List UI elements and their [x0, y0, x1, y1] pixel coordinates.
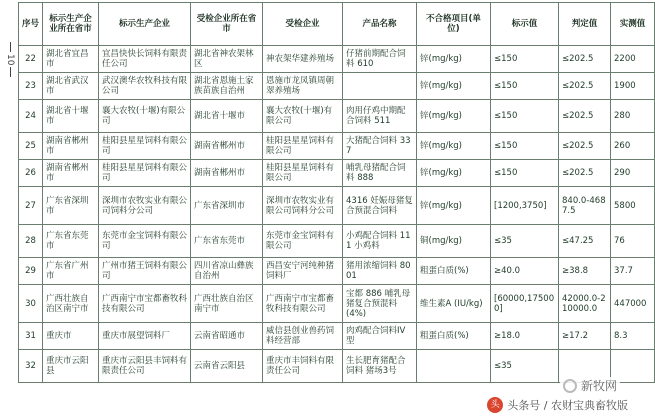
- table-header-row: [19, 3, 655, 46]
- cell-inspected-company: 桂阳县星星饲料有限公司: [263, 160, 343, 187]
- cell-index: 26: [19, 160, 43, 187]
- cell-product-name: 哺乳母猪配合饲料 888: [343, 160, 417, 187]
- page-number: 10: [4, 40, 16, 79]
- cell-failed-item: 锌(mg/kg): [417, 100, 491, 133]
- cell-inspected-province: 云南省云阳县: [191, 350, 263, 383]
- cell-inspected-province: 广东省深圳市: [191, 187, 263, 225]
- cell-producer: 东莞市金宝饲料有限公司: [99, 225, 191, 258]
- header-labeled-value: 标示值: [491, 3, 559, 46]
- cell-product-name: 大猪配合饲料 337: [343, 133, 417, 160]
- inspection-results-table: [18, 2, 655, 383]
- source-watermark-text: 头条号 / 农财宝典畜牧版: [507, 399, 628, 412]
- cell-measured-value: 1900: [611, 73, 655, 100]
- cell-judged-value: ≤202.5: [559, 100, 611, 133]
- cell-failed-item: 铜(mg/kg): [417, 225, 491, 258]
- cell-labeled-value: ≤150: [491, 46, 559, 73]
- table-row: [19, 100, 655, 133]
- header-product-name: 产品名称: [343, 3, 417, 46]
- cell-index: 28: [19, 225, 43, 258]
- cell-index: 23: [19, 73, 43, 100]
- table-row: [19, 187, 655, 225]
- header-producer-province: 标示生产企业所在省市: [43, 3, 99, 46]
- cell-producer: 深圳市农牧实业有限公司饲料分公司: [99, 187, 191, 225]
- cell-producer-province: 广西壮族自治区南宁市: [43, 285, 99, 323]
- badge-watermark: [560, 377, 620, 394]
- cell-index: 30: [19, 285, 43, 323]
- cell-judged-value: 840.0-4687.5: [559, 187, 611, 225]
- table-row: [19, 258, 655, 285]
- cell-failed-item: 锌(mg/kg): [417, 46, 491, 73]
- cell-failed-item: 维生素A (IU/kg): [417, 285, 491, 323]
- cell-producer: 桂阳县星星饲料有限公司: [99, 133, 191, 160]
- cell-producer: 襄大农牧(十堰)有限公司: [99, 100, 191, 133]
- cell-inspected-province: 湖北省恩施土家族苗族自治州: [191, 73, 263, 100]
- cell-producer-province: 广东省东莞市: [43, 225, 99, 258]
- cell-measured-value: 37.7: [611, 258, 655, 285]
- cell-labeled-value: [1200,3750]: [491, 187, 559, 225]
- cell-inspected-province: 湖南省郴州市: [191, 133, 263, 160]
- cell-failed-item: 粗蛋白质(%): [417, 323, 491, 350]
- cell-labeled-value: ≤150: [491, 100, 559, 133]
- cell-inspected-company: 恩施市龙凤镇周朝翠养殖场: [263, 73, 343, 100]
- cell-producer-province: 广东省广州市: [43, 258, 99, 285]
- cell-inspected-company: 重庆市丰饲料有限责任公司: [263, 350, 343, 383]
- cell-producer: 重庆市展望饲料厂: [99, 323, 191, 350]
- cell-measured-value: 5800: [611, 187, 655, 225]
- table-row: [19, 323, 655, 350]
- badge-watermark-text: 新牧网: [580, 379, 617, 393]
- cell-failed-item: 粗蛋白质(%): [417, 258, 491, 285]
- cell-labeled-value: ≤35: [491, 350, 559, 383]
- cell-producer: 广西南宁市宝都畜牧科技有限公司: [99, 285, 191, 323]
- cell-producer-province: 湖南省郴州市: [43, 133, 99, 160]
- cell-producer: 重庆市云阳县丰饲料有限责任公司: [99, 350, 191, 383]
- cell-product-name: [343, 73, 417, 100]
- cell-inspected-province: 四川省凉山彝族自治州: [191, 258, 263, 285]
- table-row: [19, 160, 655, 187]
- cell-producer: 武汉澳华农牧科技有限公司: [99, 73, 191, 100]
- table-row: [19, 285, 655, 323]
- cell-measured-value: 280: [611, 100, 655, 133]
- cell-labeled-value: [60000,175000]: [491, 285, 559, 323]
- cell-inspected-province: 湖北省神农架林区: [191, 46, 263, 73]
- cell-product-name: 肉用仔鸡中期配合饲料 511: [343, 100, 417, 133]
- cell-measured-value: 2200: [611, 46, 655, 73]
- cell-index: 27: [19, 187, 43, 225]
- cell-product-name: 小鸡配合饲料 111 小鸡料: [343, 225, 417, 258]
- cell-producer-province: 湖北省宜昌市: [43, 46, 99, 73]
- cell-inspected-company: 广西南宁市宝都畜牧科技有限公司: [263, 285, 343, 323]
- cell-labeled-value: ≥18.0: [491, 323, 559, 350]
- cell-inspected-province: 广西壮族自治区南宁市: [191, 285, 263, 323]
- cell-inspected-company: 神农架华建养殖场: [263, 46, 343, 73]
- cell-inspected-company: 西昌安宁河纯种猪饲料厂: [263, 258, 343, 285]
- cell-product-name: 肉鸡配合饲料IV型: [343, 323, 417, 350]
- header-inspected-province: 受检企业所在省市: [191, 3, 263, 46]
- cell-product-name: 生长肥育猪配合饲料 猪场3号: [343, 350, 417, 383]
- cell-product-name: 宝都 886 哺乳母猪复合预混料(4%): [343, 285, 417, 323]
- cell-index: 24: [19, 100, 43, 133]
- cell-judged-value: ≤202.5: [559, 133, 611, 160]
- table-row: [19, 73, 655, 100]
- header-index: 序号: [19, 3, 43, 46]
- table-row: [19, 225, 655, 258]
- cell-inspected-province: 云南省昭通市: [191, 323, 263, 350]
- cell-labeled-value: ≤150: [491, 160, 559, 187]
- cell-measured-value: 290: [611, 160, 655, 187]
- cell-labeled-value: ≥40.0: [491, 258, 559, 285]
- cell-index: 29: [19, 258, 43, 285]
- cell-judged-value: ≥38.8: [559, 258, 611, 285]
- table-row: [19, 133, 655, 160]
- cell-failed-item: 锌(mg/kg): [417, 73, 491, 100]
- cell-inspected-company: 威信县创业兽药饲料经营部: [263, 323, 343, 350]
- cell-failed-item: 锌(mg/kg): [417, 133, 491, 160]
- cell-labeled-value: ≤35: [491, 225, 559, 258]
- cell-judged-value: ≤47.25: [559, 225, 611, 258]
- cell-measured-value: 76: [611, 225, 655, 258]
- cell-judged-value: ≤202.5: [559, 73, 611, 100]
- cell-producer-province: 广东省深圳市: [43, 187, 99, 225]
- cell-inspected-province: 广东省东莞市: [191, 225, 263, 258]
- cell-producer: 广州市猪王饲料有限公司: [99, 258, 191, 285]
- cell-producer-province: 湖南省郴州市: [43, 160, 99, 187]
- badge-logo-icon: [563, 379, 577, 393]
- cell-product-name: 仔猪前期配合饲料 610: [343, 46, 417, 73]
- cell-labeled-value: ≤150: [491, 73, 559, 100]
- cell-measured-value: 8.3: [611, 323, 655, 350]
- table-row: [19, 46, 655, 73]
- header-judged-value: 判定值: [559, 3, 611, 46]
- cell-failed-item: 锌(mg/kg): [417, 160, 491, 187]
- cell-inspected-company: 深圳市农牧实业有限公司饲料分公司: [263, 187, 343, 225]
- cell-index: 22: [19, 46, 43, 73]
- toutiao-logo-icon: 头: [487, 397, 503, 413]
- cell-inspected-company: 桂阳县星星饲料有限公司: [263, 133, 343, 160]
- header-producer: 标示生产企业: [99, 3, 191, 46]
- cell-producer-province: 湖北省武汉市: [43, 73, 99, 100]
- cell-inspected-company: 襄大农牧(十堰)有限公司: [263, 100, 343, 133]
- cell-judged-value: 42000.0-210000.0: [559, 285, 611, 323]
- source-watermark: [483, 396, 632, 414]
- cell-producer-province: 重庆市: [43, 323, 99, 350]
- cell-judged-value: ≤202.5: [559, 46, 611, 73]
- header-failed-item: 不合格项目(单位): [417, 3, 491, 46]
- cell-product-name: 猪用浓缩饲料 8001: [343, 258, 417, 285]
- cell-index: 25: [19, 133, 43, 160]
- cell-measured-value: 447000: [611, 285, 655, 323]
- cell-producer-province: 湖北省十堰市: [43, 100, 99, 133]
- cell-inspected-company: 东莞市金宝饲料有限公司: [263, 225, 343, 258]
- header-measured-value: 实测值: [611, 3, 655, 46]
- cell-index: 31: [19, 323, 43, 350]
- header-inspected-company: 受检企业: [263, 3, 343, 46]
- cell-product-name: 4316 妊娠母猪复合预混合饲料: [343, 187, 417, 225]
- cell-inspected-province: 湖北省十堰市: [191, 100, 263, 133]
- cell-labeled-value: ≤150: [491, 133, 559, 160]
- cell-index: 32: [19, 350, 43, 383]
- cell-judged-value: ≥17.2: [559, 323, 611, 350]
- cell-producer: 宜昌快快长饲料有限责任公司: [99, 46, 191, 73]
- cell-measured-value: 260: [611, 133, 655, 160]
- cell-failed-item: [417, 350, 491, 383]
- cell-inspected-province: 湖南省郴州市: [191, 160, 263, 187]
- cell-producer: 桂阳县星星饲料有限公司: [99, 160, 191, 187]
- cell-producer-province: 重庆市云阳县: [43, 350, 99, 383]
- cell-failed-item: 锌(mg/kg): [417, 187, 491, 225]
- cell-judged-value: ≤202.5: [559, 160, 611, 187]
